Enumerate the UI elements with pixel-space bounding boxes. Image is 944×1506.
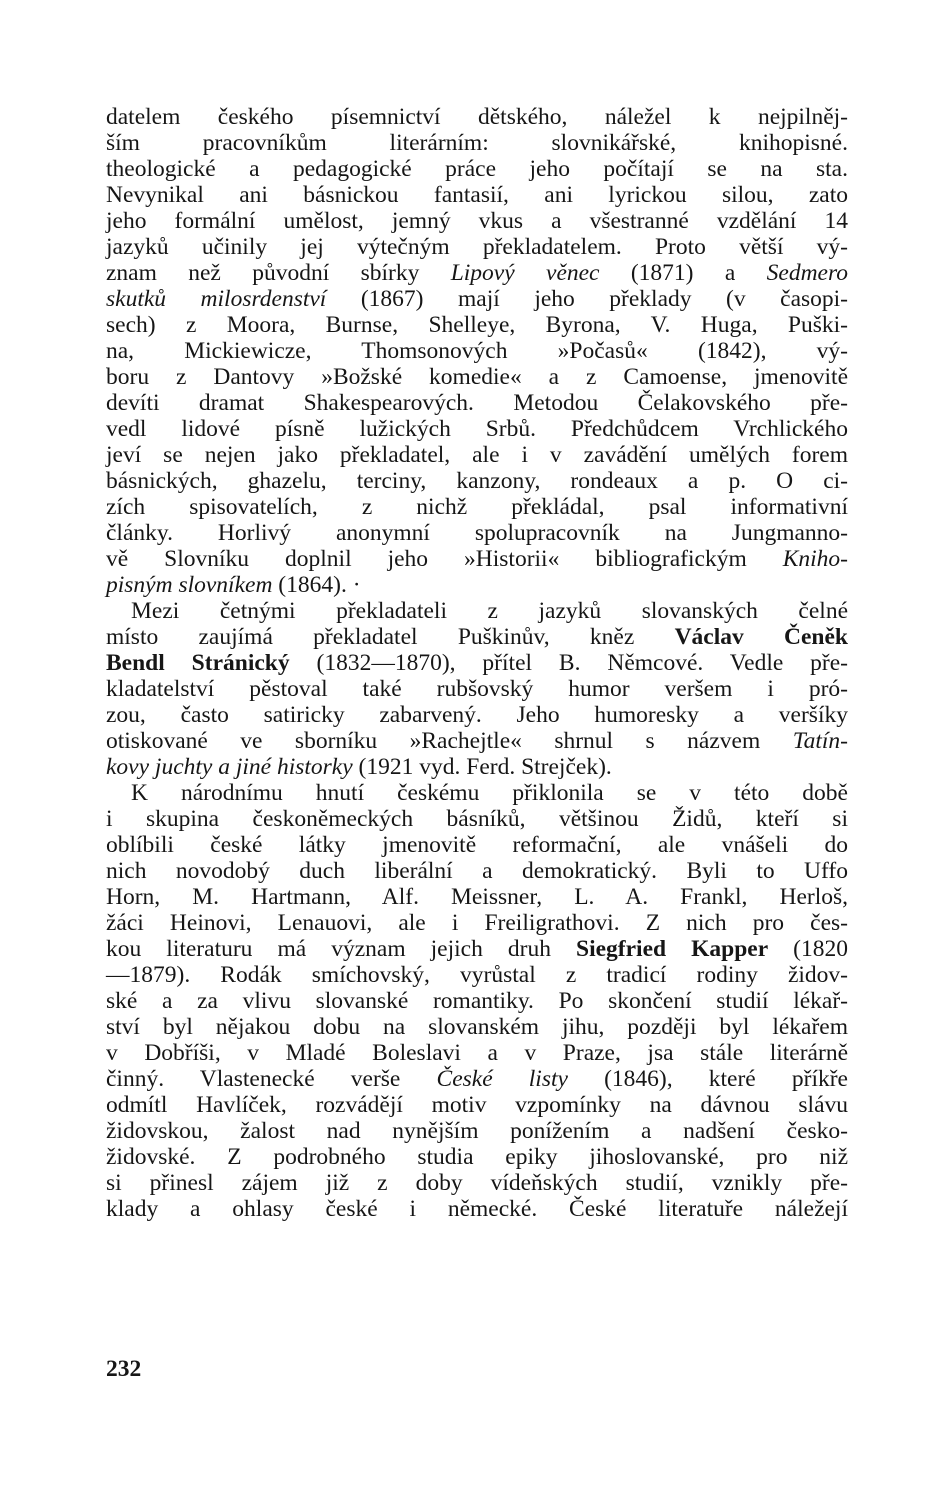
italic-title: skutků milosrdenství <box>106 286 327 312</box>
text-run: zích spisovatelích, z nichž překládal, psal informativní <box>106 494 848 520</box>
text-run: Mezi četnými překladateli z jazyků slovanských čelné <box>131 598 848 624</box>
text-line <box>106 884 848 910</box>
text-run: židovské. Z podrobného studia epiky jihoslovanské, pro niž <box>106 1144 848 1170</box>
text-line <box>106 624 848 650</box>
text-line <box>106 1040 848 1066</box>
text-line <box>106 962 848 988</box>
text-run: (1864). · <box>272 572 361 598</box>
text-run: (1820 <box>768 936 849 962</box>
text-run: —1879). Rodák smíchovský, vyrůstal z tradicí rodiny židov- <box>106 962 848 988</box>
text-run: vě Slovníku doplnil jeho »Historii« bibliografickým <box>106 546 783 572</box>
text-line <box>106 1170 848 1196</box>
bold-name: Bendl Stránický <box>106 650 290 676</box>
text-line <box>106 156 848 182</box>
text-line <box>106 104 848 130</box>
text-run: kladatelství pěstoval také rubšovský humor veršem i pró- <box>106 676 848 702</box>
text-run: (1871) a <box>599 260 767 286</box>
text-line <box>106 806 848 832</box>
text-run: Horn, M. Hartmann, Alf. Meissner, L. A. Frankl, Herloš, <box>106 884 848 910</box>
italic-title: České listy <box>436 1066 568 1092</box>
page-number: 232 <box>106 1356 142 1382</box>
text-run: oblíbili české látky jmenovitě reformační, ale vnášeli do <box>106 832 848 858</box>
text-line <box>106 364 848 390</box>
text-line <box>106 208 848 234</box>
text-run: ské a za vlivu slovanské romantiky. Po skončení studií lékař- <box>106 988 848 1014</box>
italic-title: Tatín- <box>792 728 848 754</box>
text-line <box>106 1196 848 1222</box>
text-run: místo zaujímá překladatel Puškinův, kněz <box>106 624 675 650</box>
text-run: (1846), které příkře <box>567 1066 848 1092</box>
text-run: jeho formální umělost, jemný vkus a všestranné vzdělání 14 <box>106 208 848 234</box>
text-line <box>106 1144 848 1170</box>
text-run: boru z Dantovy »Božské komedie« a z Camoense, jmenovitě <box>106 364 848 390</box>
text-run: básnických, ghazelu, terciny, kanzony, rondeaux a p. O ci- <box>106 468 848 494</box>
text-run: devíti dramat Shakespearových. Metodou Čelakovského pře- <box>106 390 848 416</box>
text-run: jeví se nejen jako překladatel, ale i v zavádění umělých forem <box>106 442 848 468</box>
text-run: theologické a pedagogické práce jeho počítají se na sta. <box>106 156 848 182</box>
text-line <box>106 910 848 936</box>
text-run: (1867) mají jeho překlady (v časopi- <box>326 286 849 312</box>
text-run: i skupina českoněmeckých básníků, většinou Židů, kteří si <box>106 806 848 832</box>
text-run: činný. Vlastenecké verše <box>106 1066 437 1092</box>
bold-name: Václav Čeněk <box>674 624 849 650</box>
text-run: kou literaturu má význam jejich druh <box>106 936 576 962</box>
text-line <box>106 598 848 624</box>
text-line <box>106 858 848 884</box>
italic-title: pisným slovníkem <box>106 572 273 598</box>
text-line <box>106 468 848 494</box>
text-line <box>106 130 848 156</box>
text-run: jazyků učinily jej výtečným překladatelem. Proto větší vý- <box>106 234 848 260</box>
text-line <box>106 234 848 260</box>
text-line <box>106 1118 848 1144</box>
text-run: ším pracovníkům literárním: slovnikářské, knihopisné. <box>106 130 848 156</box>
text-line <box>106 1092 848 1118</box>
text-line <box>106 390 848 416</box>
text-line <box>106 520 848 546</box>
text-line <box>106 312 848 338</box>
text-run: si přinesl zájem již z doby vídeňských studií, vznikly pře- <box>106 1170 848 1196</box>
body-text <box>106 104 848 1222</box>
bold-name: Siegfried Kapper <box>576 936 769 962</box>
text-run: (1921 vyd. Ferd. Strejček). <box>352 754 612 780</box>
text-line <box>106 780 848 806</box>
text-run: odmítl Havlíček, rozvádějí motiv vzpomínky na dávnou slávu <box>106 1092 848 1118</box>
text-line <box>106 182 848 208</box>
text-line <box>106 286 848 312</box>
text-line <box>106 572 848 598</box>
text-run: v Dobříši, v Mladé Boleslavi a v Praze, jsa stále literárně <box>106 1040 848 1066</box>
text-run: na, Mickiewicze, Thomsonových »Počasů« (1842), vý- <box>106 338 848 364</box>
text-run: (1832—1870), přítel B. Němcové. Vedle pře- <box>289 650 849 676</box>
text-run: klady a ohlasy české i německé. České literatuře náležejí <box>106 1196 848 1222</box>
text-line <box>106 338 848 364</box>
text-run: nich novodobý duch liberální a demokratický. Byli to Uffo <box>106 858 848 884</box>
text-run: žáci Heinovi, Lenauovi, ale i Freiligrathovi. Z nich pro čes- <box>106 910 848 936</box>
text-line <box>106 1014 848 1040</box>
text-line <box>106 988 848 1014</box>
text-run: znam než původní sbírky <box>106 260 451 286</box>
text-line <box>106 702 848 728</box>
text-run: Nevynikal ani básnickou fantasií, ani lyrickou silou, zato <box>106 182 848 208</box>
text-line <box>106 546 848 572</box>
text-line <box>106 650 848 676</box>
text-line <box>106 260 848 286</box>
text-run: vedl lidové písně lužických Srbů. Předchůdcem Vrchlického <box>106 416 848 442</box>
text-line <box>106 494 848 520</box>
text-line <box>106 416 848 442</box>
italic-title: Kniho- <box>782 546 848 572</box>
text-line <box>106 832 848 858</box>
text-line <box>106 728 848 754</box>
text-line <box>106 1066 848 1092</box>
text-line <box>106 676 848 702</box>
text-run: otiskované ve sborníku »Rachejtle« shrnul s názvem <box>106 728 793 754</box>
text-run: zou, často satiricky zabarvený. Jeho humoresky a veršíky <box>106 702 848 728</box>
text-line <box>106 442 848 468</box>
text-run: datelem českého písemnictví dětského, náležel k nejpilněj- <box>106 104 848 130</box>
text-line <box>106 754 848 780</box>
text-run: židovskou, žalost nad nynějším ponížením a nadšení česko- <box>106 1118 848 1144</box>
italic-title: Lipový věnec <box>450 260 600 286</box>
italic-title: Sedmero <box>766 260 849 286</box>
italic-title: kovy juchty a jiné historky <box>106 754 353 780</box>
text-run: ství byl nějakou dobu na slovanském jihu, později byl lékařem <box>106 1014 848 1040</box>
text-run: články. Horlivý anonymní spolupracovník na Jungmanno- <box>106 520 848 546</box>
text-run: K národnímu hnutí českému přiklonila se v této době <box>131 780 848 806</box>
text-run: sech) z Moora, Burnse, Shelleye, Byrona, V. Huga, Puški- <box>106 312 848 338</box>
text-line <box>106 936 848 962</box>
